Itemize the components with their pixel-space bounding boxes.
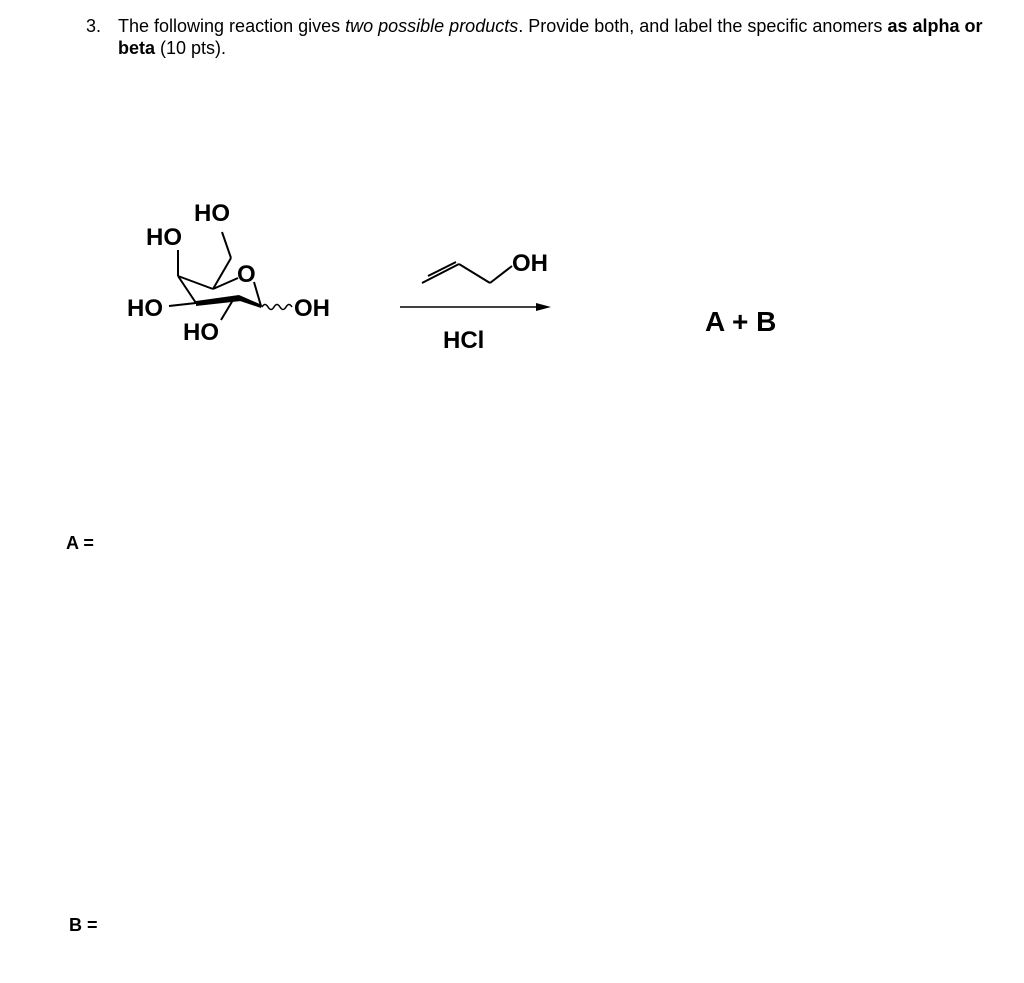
label-anomeric-oh: OH [294,295,330,322]
products-label: A + B [705,306,777,337]
answer-b-label: B = [69,915,98,935]
double-bond [422,264,459,283]
question-number: 3. [86,16,102,36]
c6-oh-bond [222,232,231,258]
arrow-head [536,303,551,311]
label-allyl-oh: OH [512,250,548,277]
double-bond [428,262,456,276]
reaction-arrow [400,303,551,311]
label-ho-c3: HO [127,295,163,322]
wavy-anomeric-bond [262,305,292,310]
pyranose-structure [127,200,330,346]
single-bond [459,264,490,283]
label-ho-c4: HO [146,224,182,251]
question-strong: as alpha or beta [118,16,983,58]
bold-wedge-bond [196,295,241,306]
label-ho-c2: HO [183,319,219,346]
single-bond [490,266,512,283]
c3-oh-bond [169,303,196,306]
question-emphasis: two possible products [345,16,519,36]
allyl-alcohol [422,250,548,283]
answer-a-label: A = [66,533,94,553]
label-ho-c6: HO [194,200,230,227]
label-catalyst: HCl [443,327,485,354]
label-ring-o: O [237,261,256,288]
question-text: The following reaction gives two possible products. Provide both, and label the specific anomers as alpha or beta (10 pts). [118,16,983,58]
